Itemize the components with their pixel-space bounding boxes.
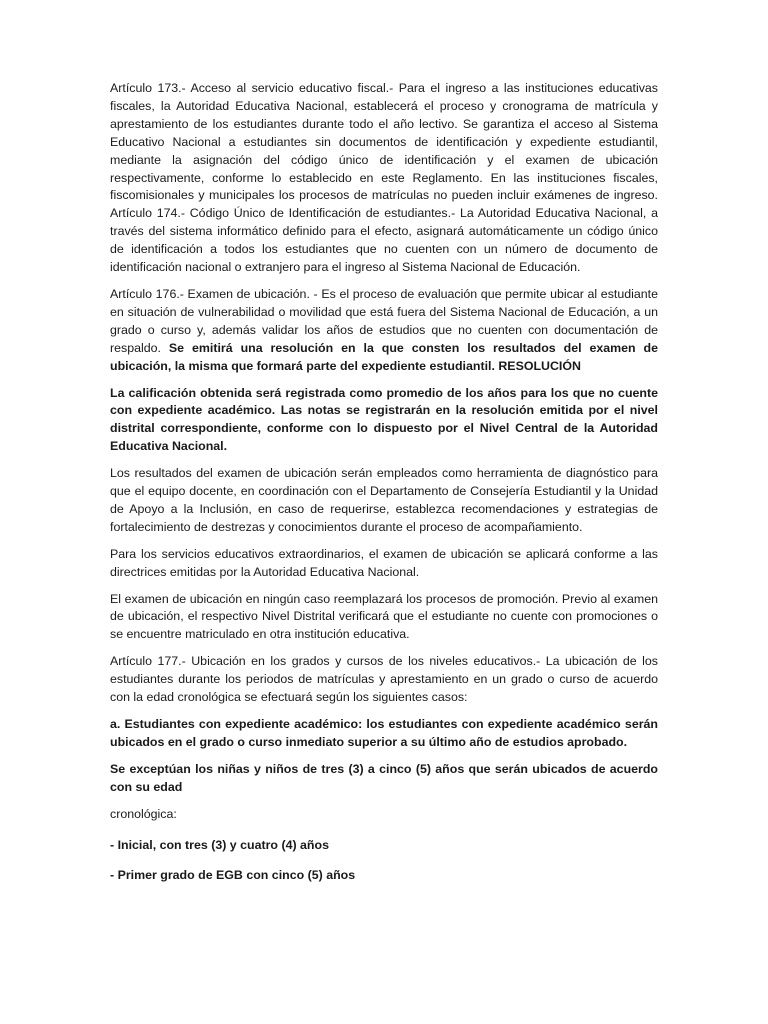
document-page (110, 80, 658, 898)
paragraph-resultados-examen: Los resultados del examen de ubicación serán empleados como herramienta de diagnóstico para que el equipo docente, en coordinación con el Departamento de Consejería Estudiantil y la Unidad de Apoyo a la Inclusión, en caso de requerirse, establezca recomendaciones y estrategias de fortalecimiento de destrezas y conocimientos durante el proceso de acompañamiento. (110, 466, 658, 534)
paragraph-no-reemplaza-promocion: El examen de ubicación en ningún caso reemplazará los procesos de promoción. Previo al examen de ubicación, el respectivo Nivel Distrital verificará que el estudiante no cuente con promociones o se encuentre matriculado en otra institución educativa. (110, 591, 658, 642)
paragraph-articulo-177: Artículo 177.- Ubicación en los grados y cursos de los niveles educativos.- La ubicación de los estudiantes durante los periodos de matrículas y aprestamiento en un grado o curso de acuerdo con la edad cronológica se efectuará según los siguientes casos: (110, 654, 658, 705)
paragraph-caso-a: a. Estudiantes con expediente académico: los estudiantes con expediente académico serán ubicados en el grado o curso inmediato superior a su último año de estudios aprobado. (110, 717, 658, 749)
paragraph-articulo-176 (110, 286, 658, 376)
paragraph-articulo-173-174: Artículo 173.- Acceso al servicio educativo fiscal.- Para el ingreso a las instituciones educativas fiscales, la Autoridad Educativa Nacional, establecerá el proceso y cronograma de matrícula y aprestamiento de los estudiantes durante todo el año lectivo. Se garantiza el acceso al Sistema Educativo Nacional a estudiantes sin documentos de identificación y expediente estudiantil, mediante la asignación del código único de identificación y el examen de ubicación respectivamente, conforme lo establecido en este Reglamento. En las instituciones fiscales, fiscomisionales y municipales los procesos de matrículas no pueden incluir exámenes de ingreso. Artículo 174.- Código Único de Identificación de estudiantes.- La Autoridad Educativa Nacional, a través del sistema informático definido para el efecto, asignará automáticamente un código único de identificación a todos los estudiantes que no cuenten con un número de documento de identificación nacional o extranjero para el ingreso al Sistema Nacional de Educación. (110, 81, 658, 275)
paragraph-articulo-176-text: Artículo 176.- Examen de ubicación. - Es el proceso de evaluación que permite ubicar al estudiante en situación de vulnerabilidad o movilidad que está fuera del Sistema Nacional de Educación, a un grado o curso y, además validar los años de estudios que no cuenten con documentación de respaldo. (110, 286, 658, 355)
paragraph-excepcion: Se exceptúan los niñas y niños de tres (3) a cinco (5) años que serán ubicados de acuerdo con su edad (110, 761, 658, 794)
list-item-primer-grado: - Primer grado de EGB con cinco (5) años (110, 868, 356, 883)
paragraph-calificacion: La calificación obtenida será registrada como promedio de los años para los que no cuente con expediente académico. Las notas se registrarán en la resolución emitida por el nivel distrital correspondiente, conforme con lo dispuesto por el Nivel Central de la Autoridad Educativa Nacional. (110, 385, 658, 454)
paragraph-servicios-extraordinarios: Para los servicios educativos extraordinarios, el examen de ubicación se aplicará conforme a las directrices emitidas por la Autoridad Educativa Nacional. (110, 546, 658, 579)
line-cronologica: cronológica: (110, 806, 177, 821)
list-item-inicial: - Inicial, con tres (3) y cuatro (4) años (110, 837, 329, 852)
paragraph-articulo-176-bold: Se emitirá una resolución en la que consten los resultados del examen de ubicación, la misma que formará parte del expediente estudiantil. RESOLUCIÓN (110, 340, 659, 373)
